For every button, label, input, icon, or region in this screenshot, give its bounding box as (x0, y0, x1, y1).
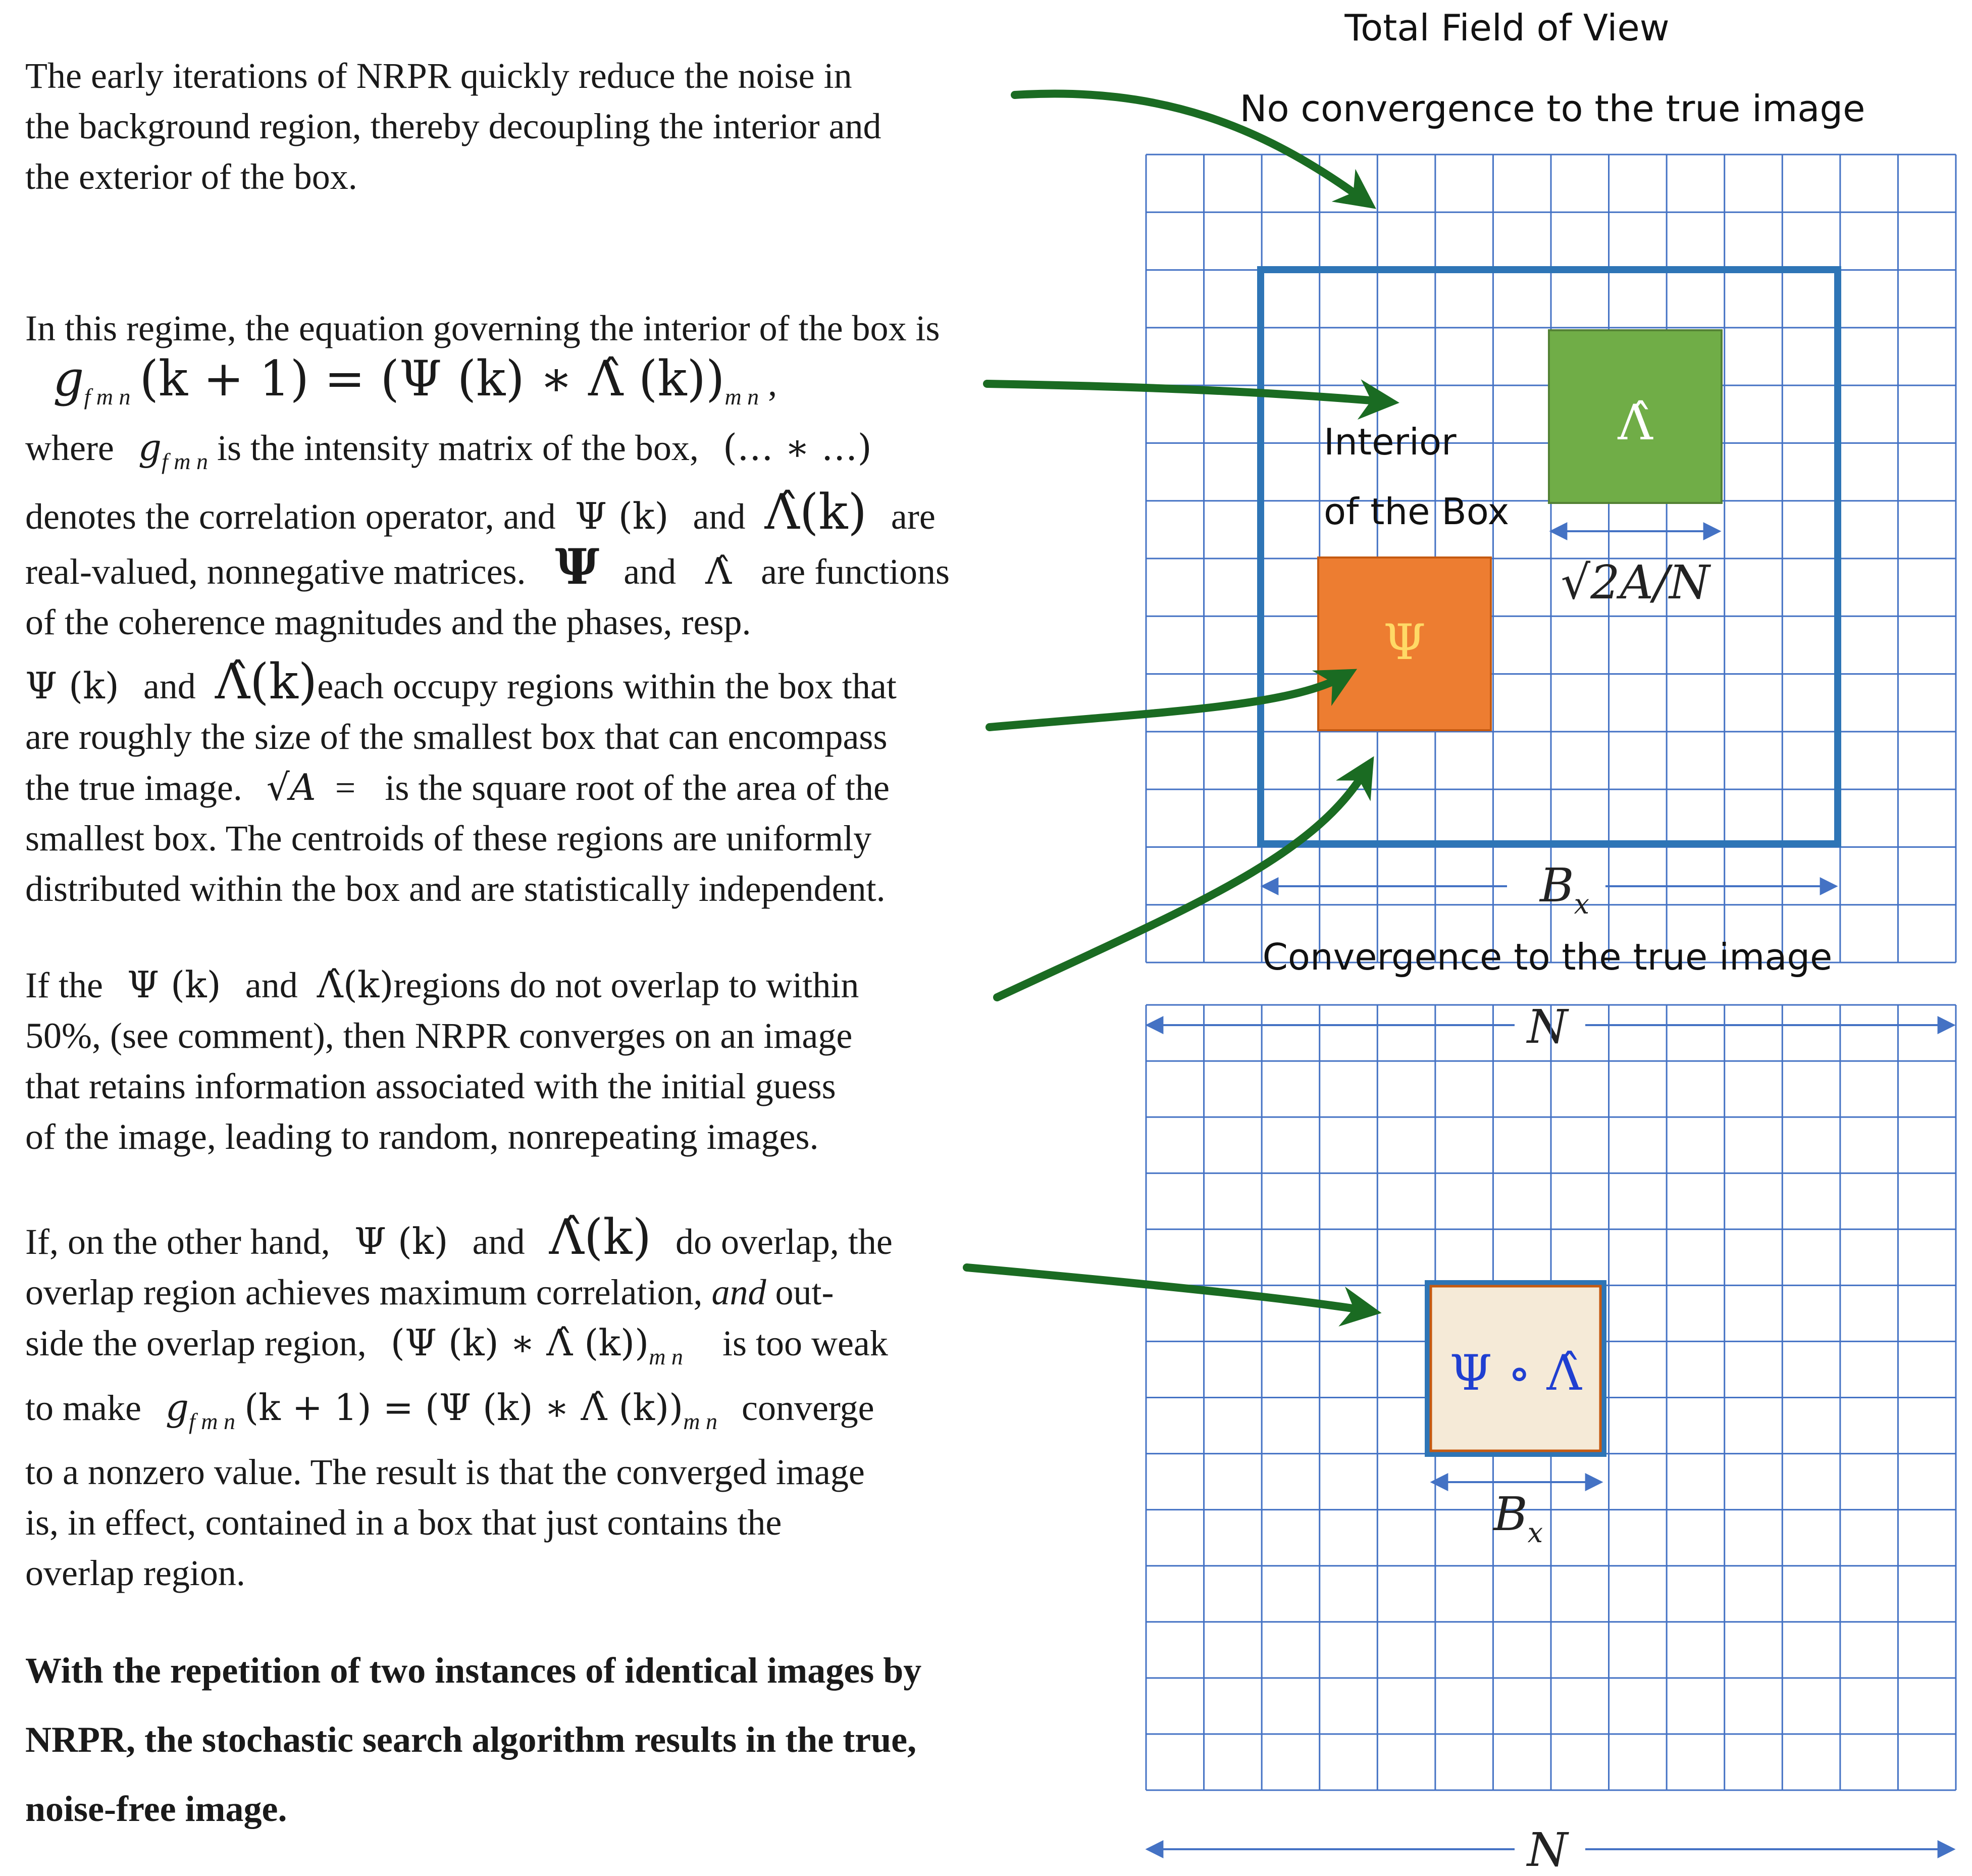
arrow-to-interior (987, 384, 1383, 401)
text-line: In this regime, the equation governing the interior of the box is (25, 308, 940, 348)
text-line: NRPR, the stochastic search algorithm results in the true, (25, 1719, 917, 1760)
n-dimension-label: N (1527, 1000, 1568, 1054)
text-line: to a nonzero value. The result is that the converged image (25, 1452, 865, 1492)
bx-dimension-label: $B_x$ (1540, 858, 1590, 920)
arrow-to-psi-region (990, 677, 1343, 727)
bx2-dimension-label: $B_x$ (1493, 1487, 1543, 1549)
interior-label-line1: Interior (1324, 421, 1457, 463)
text-line: With the repetition of two instances of identical images by (25, 1650, 922, 1691)
text-line: the background region, thereby decoupling the interior and (25, 106, 881, 146)
text-line: distributed within the box and are statistically independent. (25, 869, 886, 909)
text-line: are roughly the size of the smallest box that can encompass (25, 717, 888, 757)
text-line: The early iterations of NRPR quickly reduce the noise in (25, 56, 852, 96)
text-line: Ψ (k) and Λ̂(k)each occupy regions within the box that (25, 653, 897, 710)
text-line: side the overlap region, (Ψ (k) ∗ Λ̂ $(k))_{m n}$ is too weak (25, 1322, 888, 1370)
text-line: If the Ψ (k) and Λ̂(k)regions do not overlap to within (25, 964, 859, 1006)
overlap-label: Ψ ∘ Λ̂ (1449, 1345, 1582, 1401)
text-line: overlap region achieves maximum correlation, and out- (25, 1272, 834, 1312)
bottom-diagram-title: Convergence to the true image (1262, 936, 1833, 978)
top-diagram-title: Total Field of View (1344, 7, 1670, 49)
n2-dimension-label: N (1527, 1823, 1568, 1876)
text-line: that retains information associated with the initial guess (25, 1066, 836, 1106)
interior-label-line2: of the Box (1324, 490, 1510, 533)
text-line: the exterior of the box. (25, 157, 357, 197)
sqrt-dimension-label: √2A/N (1561, 555, 1710, 610)
arrow-to-overlap-region (967, 1267, 1366, 1310)
text-line: real-valued, nonnegative matrices. Ψ and Λ̂ are functions (25, 538, 950, 595)
text-line: of the coherence magnitudes and the phases, resp. (25, 602, 751, 642)
text-line: is, in effect, contained in a box that just contains the (25, 1502, 782, 1543)
text-line: the true image. √A = is the square root of the area of the (25, 766, 890, 808)
text-line: 50%, (see comment), then NRPR converges on an image (25, 1016, 853, 1056)
equation-interior: $g_{f m n}$ (k + 1) = (Ψ (k) ∗ Λ̂ $(k))_{m n}$ , (53, 350, 777, 410)
text-line: overlap region. (25, 1553, 245, 1593)
text-line: smallest box. The centroids of these regions are uniformly (25, 818, 872, 858)
top-diagram-subtitle: No convergence to the true image (1239, 87, 1865, 130)
text-line: to make $g_{f m n}$ (k + 1) = (Ψ (k) ∗ Λ̂ $(k))_{m n}$ converge (25, 1386, 874, 1434)
text-line: where $g_{f m n}$ is the intensity matrix of the box, (… ∗ …) (25, 426, 872, 474)
psi-label: Ψ (1383, 614, 1426, 671)
text-line: denotes the correlation operator, and Ψ (k) and Λ̂(k) are (25, 484, 936, 540)
text-line: of the image, leading to random, nonrepeating images. (25, 1117, 819, 1157)
text-line: noise-free image. (25, 1789, 287, 1829)
text-line: If, on the other hand, Ψ (k) and Λ̂(k) do overlap, the (25, 1209, 893, 1265)
lambda-label: Λ̂ (1618, 394, 1653, 451)
